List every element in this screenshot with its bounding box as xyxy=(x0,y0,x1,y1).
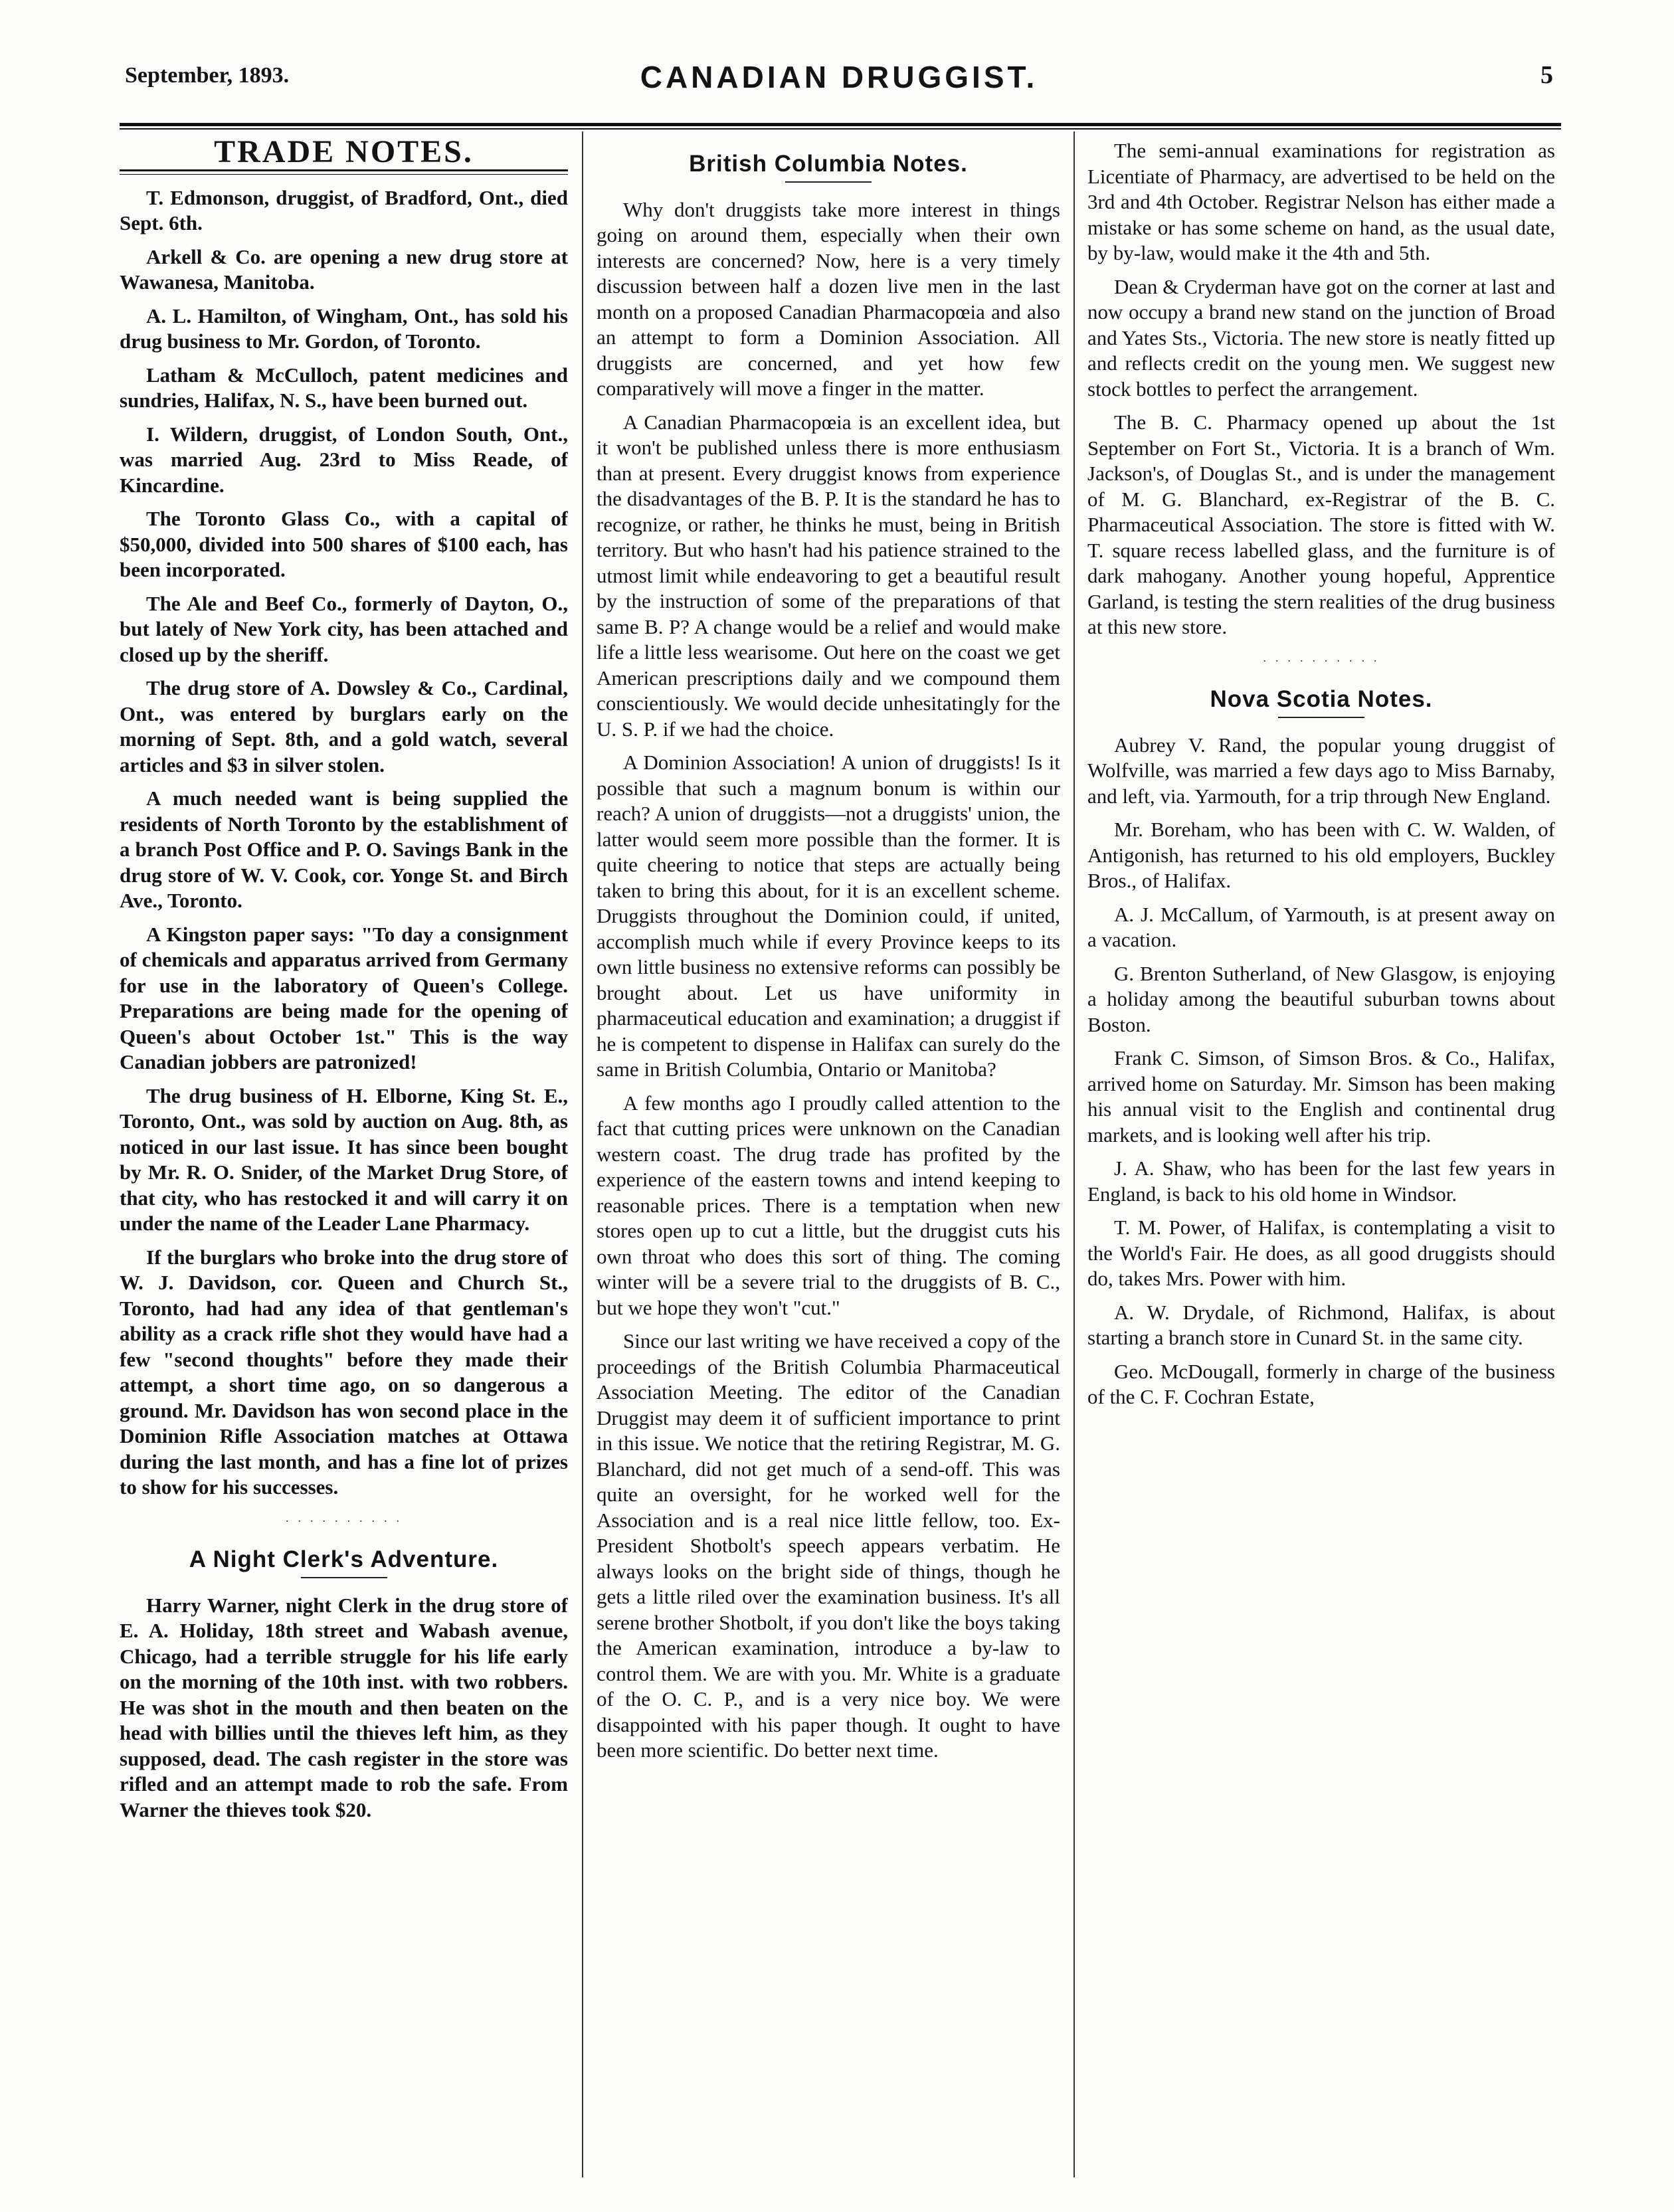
title-rule xyxy=(120,169,568,175)
page-number: 5 xyxy=(1540,61,1553,89)
night-clerk-title: A Night Clerk's Adventure. xyxy=(189,1546,499,1572)
news-item: Latham & McCulloch, patent medicines and sundries, Halifax, N. S., have been burned out. xyxy=(120,363,568,412)
news-item: A Kingston paper says: "To day a consignment of chemicals and apparatus arrived from Germany for use in the laboratory of Queen's College. Preparations are being made for the opening of Queen's about October 1st." This is the way Canadian jobbers are patronized! xyxy=(120,922,568,1073)
bc-notes-title: British Columbia Notes. xyxy=(689,151,968,177)
news-item: T. M. Power, of Halifax, is contemplating a visit to the World's Fair. He does, as all good druggists should do, takes Mrs. Power with him. xyxy=(1087,1216,1555,1290)
column-divider xyxy=(1073,132,1075,2177)
news-item: The Ale and Beef Co., formerly of Dayton, O., but lately of New York city, has been attached and closed up by the sheriff. xyxy=(120,591,568,666)
header-rule xyxy=(120,123,1561,130)
section-rule xyxy=(301,1577,387,1578)
section-separator: · · · · · · · · · · xyxy=(1262,654,1380,668)
article-paragraph: Harry Warner, night Clerk in the drug store of E. A. Holiday, 18th street and Wabash avenue, Chicago, had a terrible struggle for his life early on the morning of the 10th inst. with two robbers. He was shot in the mouth and then beaten on the head with billies until the thieves left him, as they supposed, dead. The cash register in the store was rifled and an attempt made to rob the safe. From Warner the thieves took $20. xyxy=(120,1593,568,1821)
article-paragraph: Why don't druggists take more interest in things going on around them, especially when their own interests are concerned? Now, here is a very timely discussion between half a dozen live men in the last month on a proposed Canadian Pharmacopœia and also an attempt to form a Dominion Association. All druggists are concerned, and yet how few comparatively will move a finger in the matter. xyxy=(597,197,1060,400)
section-rule xyxy=(785,181,872,183)
news-item: A. L. Hamilton, of Wingham, Ont., has sold his drug business to Mr. Gordon, of Toronto. xyxy=(120,304,568,353)
section-rule xyxy=(1278,717,1364,718)
article-paragraph: A Canadian Pharmacopœia is an excellent idea, but it won't be published unless there is more enthusiasm than at present. Every druggist knows from experience the disadvantages of the B. P. It is the standard he has to recognize, or rather, he thinks he must, being in British territory. But who hasn't had his patience strained to the utmost limit while endeavoring to get a beautiful result by the instruction of some of the preparations of that same B. P? A change would be a relief and would make life a little less wearisome. Out here on the coast we get American prescriptions daily and we compound them conscientiously. We would decide unhesitatingly for the U. S. P. if we had the choice. xyxy=(597,410,1060,741)
issue-date: September, 1893. xyxy=(125,63,290,88)
masthead-title: CANADIAN DRUGGIST. xyxy=(640,60,1038,94)
news-item: J. A. Shaw, who has been for the last few years in England, is back to his old home in Windsor. xyxy=(1087,1156,1555,1206)
column-2 xyxy=(597,138,1060,2171)
column-divider xyxy=(582,132,583,2177)
news-item: A. W. Drydale, of Richmond, Halifax, is about starting a branch store in Cunard St. in the same city. xyxy=(1087,1300,1555,1349)
news-item: Aubrey V. Rand, the popular young druggist of Wolfville, was married a few days ago to Miss Barnaby, and left, via. Yarmouth, for a trip through New England. xyxy=(1087,733,1555,808)
news-item: A. J. McCallum, of Yarmouth, is at present away on a vacation. xyxy=(1087,902,1555,951)
article-paragraph: The semi-annual examinations for registration as Licentiate of Pharmacy, are advertised to be held on the 3rd and 4th October. Registrar Nelson has either made a mistake or has some scheme on hand, as the usual date, by by-law, would make it the 4th and 5th. xyxy=(1087,139,1555,264)
article-paragraph: Dean & Cryderman have got on the corner at last and now occupy a brand new stand on the junction of Broad and Yates Sts., Victoria. The new store is neatly fitted up and reflects credit on the young men. We suggest new stock bottles to perfect the arrangement. xyxy=(1087,274,1555,401)
trade-notes-title: TRADE NOTES. xyxy=(214,138,474,169)
article-paragraph: Since our last writing we have received a copy of the proceedings of the British Columbia Pharmaceutical Association Meeting. The editor of the Canadian Druggist may deem it of sufficient importance to print in this issue. We notice that the retiring Registrar, M. G. Blanchard, did not get much of a send-off. This was quite an oversight, for he worked well for the Association and is a real nice little fellow, too. Ex-President Shotbolt's speech appears verbatim. He always looks on the bright side of things, though he gets a little riled over the examination business. It's all serene brother Shotbolt, if you don't like the boys taking the American examination, introduce a by-law to control them. We are with you. Mr. White is a graduate of the O. C. P., and is a very nice boy. We were disappointed with his paper though. It ought to have been more scientific. Do better next time. xyxy=(597,1329,1060,1762)
article-paragraph: The B. C. Pharmacy opened up about the 1st September on Fort St., Victoria. It is a branch of Wm. Jackson's, of Douglas St., and is under the management of M. G. Blanchard, ex-Registrar of the B. C. Pharmaceutical Association. The store is fitted with W. T. square recess labelled glass, and the furniture is of dark mahogany. Another young hopeful, Apprentice Garland, is testing the stern realities of the drug business at this new store. xyxy=(1087,411,1555,638)
column-3 xyxy=(1087,138,1555,2171)
news-item: The Toronto Glass Co., with a capital of $50,000, divided into 500 shares of $100 each, has been incorporated. xyxy=(120,507,568,581)
news-item: A much needed want is being supplied the residents of North Toronto by the establishment of a branch Post Office and P. O. Savings Bank in the drug store of W. V. Cook, cor. Yonge St. and Birch Ave., Toronto. xyxy=(120,786,568,912)
news-item: T. Edmonson, druggist, of Bradford, Ont., died Sept. 6th. xyxy=(120,185,568,234)
news-item: Geo. McDougall, formerly in charge of the business of the C. F. Cochran Estate, xyxy=(1087,1359,1555,1408)
news-item: The drug business of H. Elborne, King St. E., Toronto, Ont., was sold by auction on Aug. 8th, as noticed in our last issue. It has since been bought by Mr. R. O. Snider, of the Market Drug Store, of that city, who has restocked it and will carry it on under the name of the Leader Lane Pharmacy. xyxy=(120,1083,568,1235)
article-paragraph: A Dominion Association! A union of druggists! Is it possible that such a magnum bonum is within our reach? A union of druggists—not a druggists' union, the latter would seem more possible than the former. It is quite cheering to notice that steps are actually being taken to bring this about, for it is an excellent scheme. Druggists throughout the Dominion could, if united, accomplish much while if every Province keeps to its own little business no extensive reforms can possibly be brought about. Let us have uniformity in pharmaceutical education and examination; a druggist if he is competent to dispense in Halifax can surely do the same in British Columbia, Ontario or Manitoba? xyxy=(597,751,1060,1081)
section-separator: · · · · · · · · · · xyxy=(285,1514,403,1528)
news-item: Mr. Boreham, who has been with C. W. Walden, of Antigonish, has returned to his old employers, Buckley Bros., of Halifax. xyxy=(1087,818,1555,892)
news-item: Arkell & Co. are opening a new drug store at Wawanesa, Manitoba. xyxy=(120,244,568,294)
page-header xyxy=(125,60,1553,96)
news-item: If the burglars who broke into the drug store of W. J. Davidson, cor. Queen and Church St., Toronto, had had any idea of that gentleman's ability as a crack rifle shot they would have had a few "second thoughts" before they made their attempt, a short time ago, on so dangerous a ground. Mr. Davidson has won second place in the Dominion Rifle Association matches at Ottawa during the last month, and has a fine lot of prizes to show for his successes. xyxy=(120,1245,568,1499)
column-1 xyxy=(120,138,568,2171)
news-item: G. Brenton Sutherland, of New Glasgow, is enjoying a holiday among the beautiful suburban towns about Boston. xyxy=(1087,961,1555,1036)
ns-notes-title: Nova Scotia Notes. xyxy=(1210,686,1433,712)
article-paragraph: A few months ago I proudly called attention to the fact that cutting prices were unknown on the Canadian western coast. The drug trade has profited by the experience of the eastern towns and intend keeping to reasonable prices. There is a temptation when new stores open up to cut a little, but the druggist cuts his own throat who does this sort of thing. The coming winter will be a severe trial to the druggists of B. C., but we hope they won't "cut." xyxy=(597,1091,1060,1319)
news-item: The drug store of A. Dowsley & Co., Cardinal, Ont., was entered by burglars early on the morning of Sept. 8th, and a gold watch, several articles and $3 in silver stolen. xyxy=(120,676,568,777)
news-item: Frank C. Simson, of Simson Bros. & Co., Halifax, arrived home on Saturday. Mr. Simson has been making his annual visit to the English and continental drug markets, and is looking well after his trip. xyxy=(1087,1046,1555,1147)
news-item: I. Wildern, druggist, of London South, Ont., was married Aug. 23rd to Miss Reade, of Kincardine. xyxy=(120,422,568,497)
